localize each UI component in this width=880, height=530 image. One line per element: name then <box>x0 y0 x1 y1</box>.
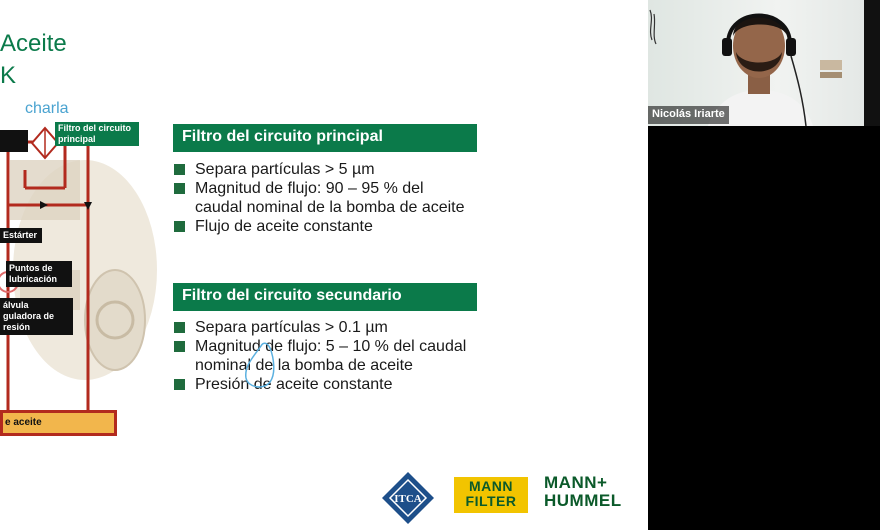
list-item: Presión de aceite constante <box>174 375 474 394</box>
video-panel-empty <box>648 126 880 530</box>
mann-filter-line2: FILTER <box>465 493 517 509</box>
secondary-filter-heading: Filtro del circuito secundario <box>173 283 477 311</box>
oil-circuit-diagram <box>0 120 165 460</box>
itca-logo <box>380 470 436 526</box>
mann-hummel-line1: MANN+ <box>544 473 608 492</box>
primary-filter-bullets <box>174 160 474 236</box>
list-item: Separa partículas > 5 µm <box>174 160 474 179</box>
participant-video-tile[interactable] <box>648 0 864 126</box>
bullet-square-icon <box>174 183 185 194</box>
bullet-square-icon <box>174 221 185 232</box>
list-item: Flujo de aceite constante <box>174 217 474 236</box>
engine-illustration <box>0 120 165 460</box>
diagram-filter-label: Filtro del circuito principal <box>55 122 139 146</box>
mann-filter-line1: MANN <box>469 478 513 494</box>
pen-annotation <box>236 338 286 393</box>
bullet-square-icon <box>174 379 185 390</box>
mann-hummel-line2: HUMMEL <box>544 491 622 510</box>
secondary-filter-bullets <box>174 318 474 394</box>
slide-title: Aceite <box>0 30 67 57</box>
list-item: Separa partículas > 0.1 µm <box>174 318 474 337</box>
diagram-oil-tank-label: e aceite <box>0 410 117 436</box>
diagram-starter-label: Estárter <box>0 228 42 243</box>
primary-filter-heading: Filtro del circuito principal <box>173 124 477 152</box>
bullet-square-icon <box>174 164 185 175</box>
diagram-label-box <box>0 130 28 152</box>
list-item: Magnitud de flujo: 90 – 95 % del caudal nominal de la bomba de aceite <box>174 179 474 217</box>
window-edge <box>864 0 880 126</box>
chat-label: charla <box>25 100 69 117</box>
mann-filter-logo <box>454 477 528 513</box>
itca-logo-text: ITCA <box>394 493 422 505</box>
bullet-square-icon <box>174 322 185 333</box>
bullet-square-icon <box>174 341 185 352</box>
diagram-valve-label: álvula guladora de resión <box>0 298 73 335</box>
diagram-lubrication-label: Puntos de lubricación <box>6 261 72 287</box>
slide-subtitle: K <box>0 62 17 89</box>
participant-name: Nicolás Iriarte <box>648 106 729 124</box>
mann-hummel-logo <box>544 474 640 514</box>
list-item: Magnitud de flujo: 5 – 10 % del caudal nominal de la bomba de aceite <box>174 337 474 375</box>
